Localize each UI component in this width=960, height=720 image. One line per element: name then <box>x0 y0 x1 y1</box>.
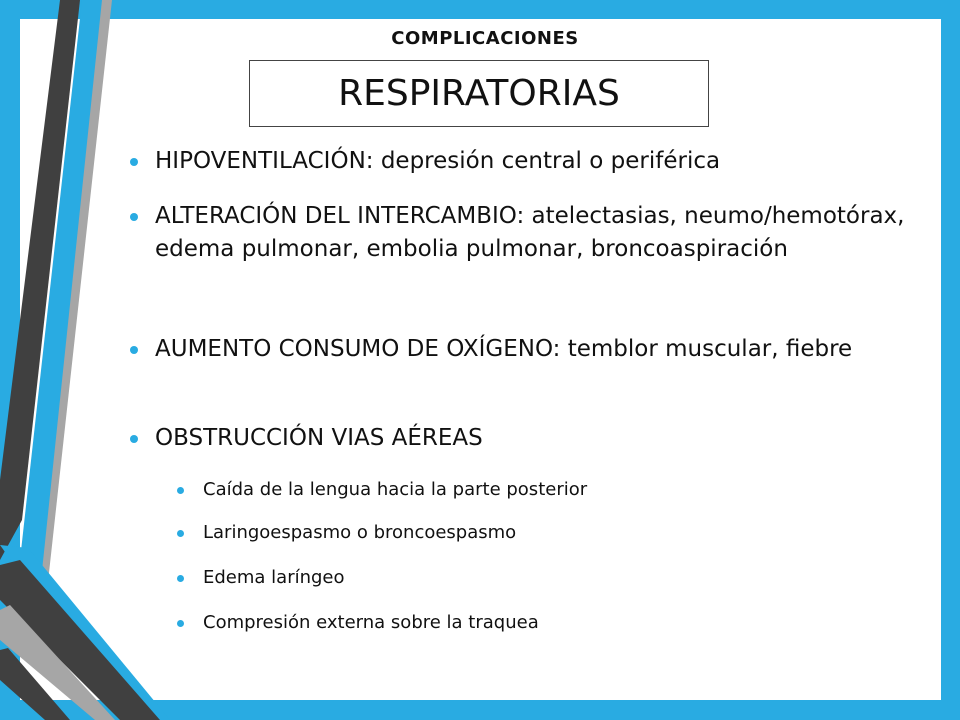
bullet-item <box>155 145 925 178</box>
bullet-item <box>155 422 925 455</box>
bullet-text: AUMENTO CONSUMO DE OXÍGENO: temblor muscular, fiebre <box>155 336 853 362</box>
sub-bullet-text: Edema laríngeo <box>203 567 345 588</box>
bullet-text: OBSTRUCCIÓN VIAS AÉREAS <box>155 425 483 451</box>
bullet-dot-icon <box>130 158 138 166</box>
bullet-dot-icon <box>177 575 184 582</box>
title-box <box>249 60 709 127</box>
sub-bullet-text: Caída de la lengua hacia la parte posterior <box>203 479 588 500</box>
bullet-item <box>155 333 925 366</box>
sub-bullet-item <box>203 611 903 635</box>
bullet-dot-icon <box>177 487 184 494</box>
bullet-dot-icon <box>130 346 138 354</box>
bullet-text: ALTERACIÓN DEL INTERCAMBIO: atelectasias, neumo/hemotórax, edema pulmonar, embolia pulmonar, broncoaspiración <box>155 203 905 262</box>
bullet-dot-icon <box>177 530 184 537</box>
sub-bullet-item <box>203 521 903 545</box>
sub-bullet-item <box>203 566 903 590</box>
sub-bullet-text: Compresión externa sobre la traquea <box>203 612 539 633</box>
slide-kicker: COMPLICACIONES <box>391 28 579 49</box>
bullet-text: HIPOVENTILACIÓN: depresión central o periférica <box>155 148 721 174</box>
bullet-item <box>155 200 925 266</box>
bullet-dot-icon <box>177 620 184 627</box>
sub-bullet-text: Laringoespasmo o broncoespasmo <box>203 522 517 543</box>
bullet-dot-icon <box>130 435 138 443</box>
sub-bullet-item <box>203 478 903 502</box>
slide-title: RESPIRATORIAS <box>338 73 620 114</box>
bullet-dot-icon <box>130 213 138 221</box>
